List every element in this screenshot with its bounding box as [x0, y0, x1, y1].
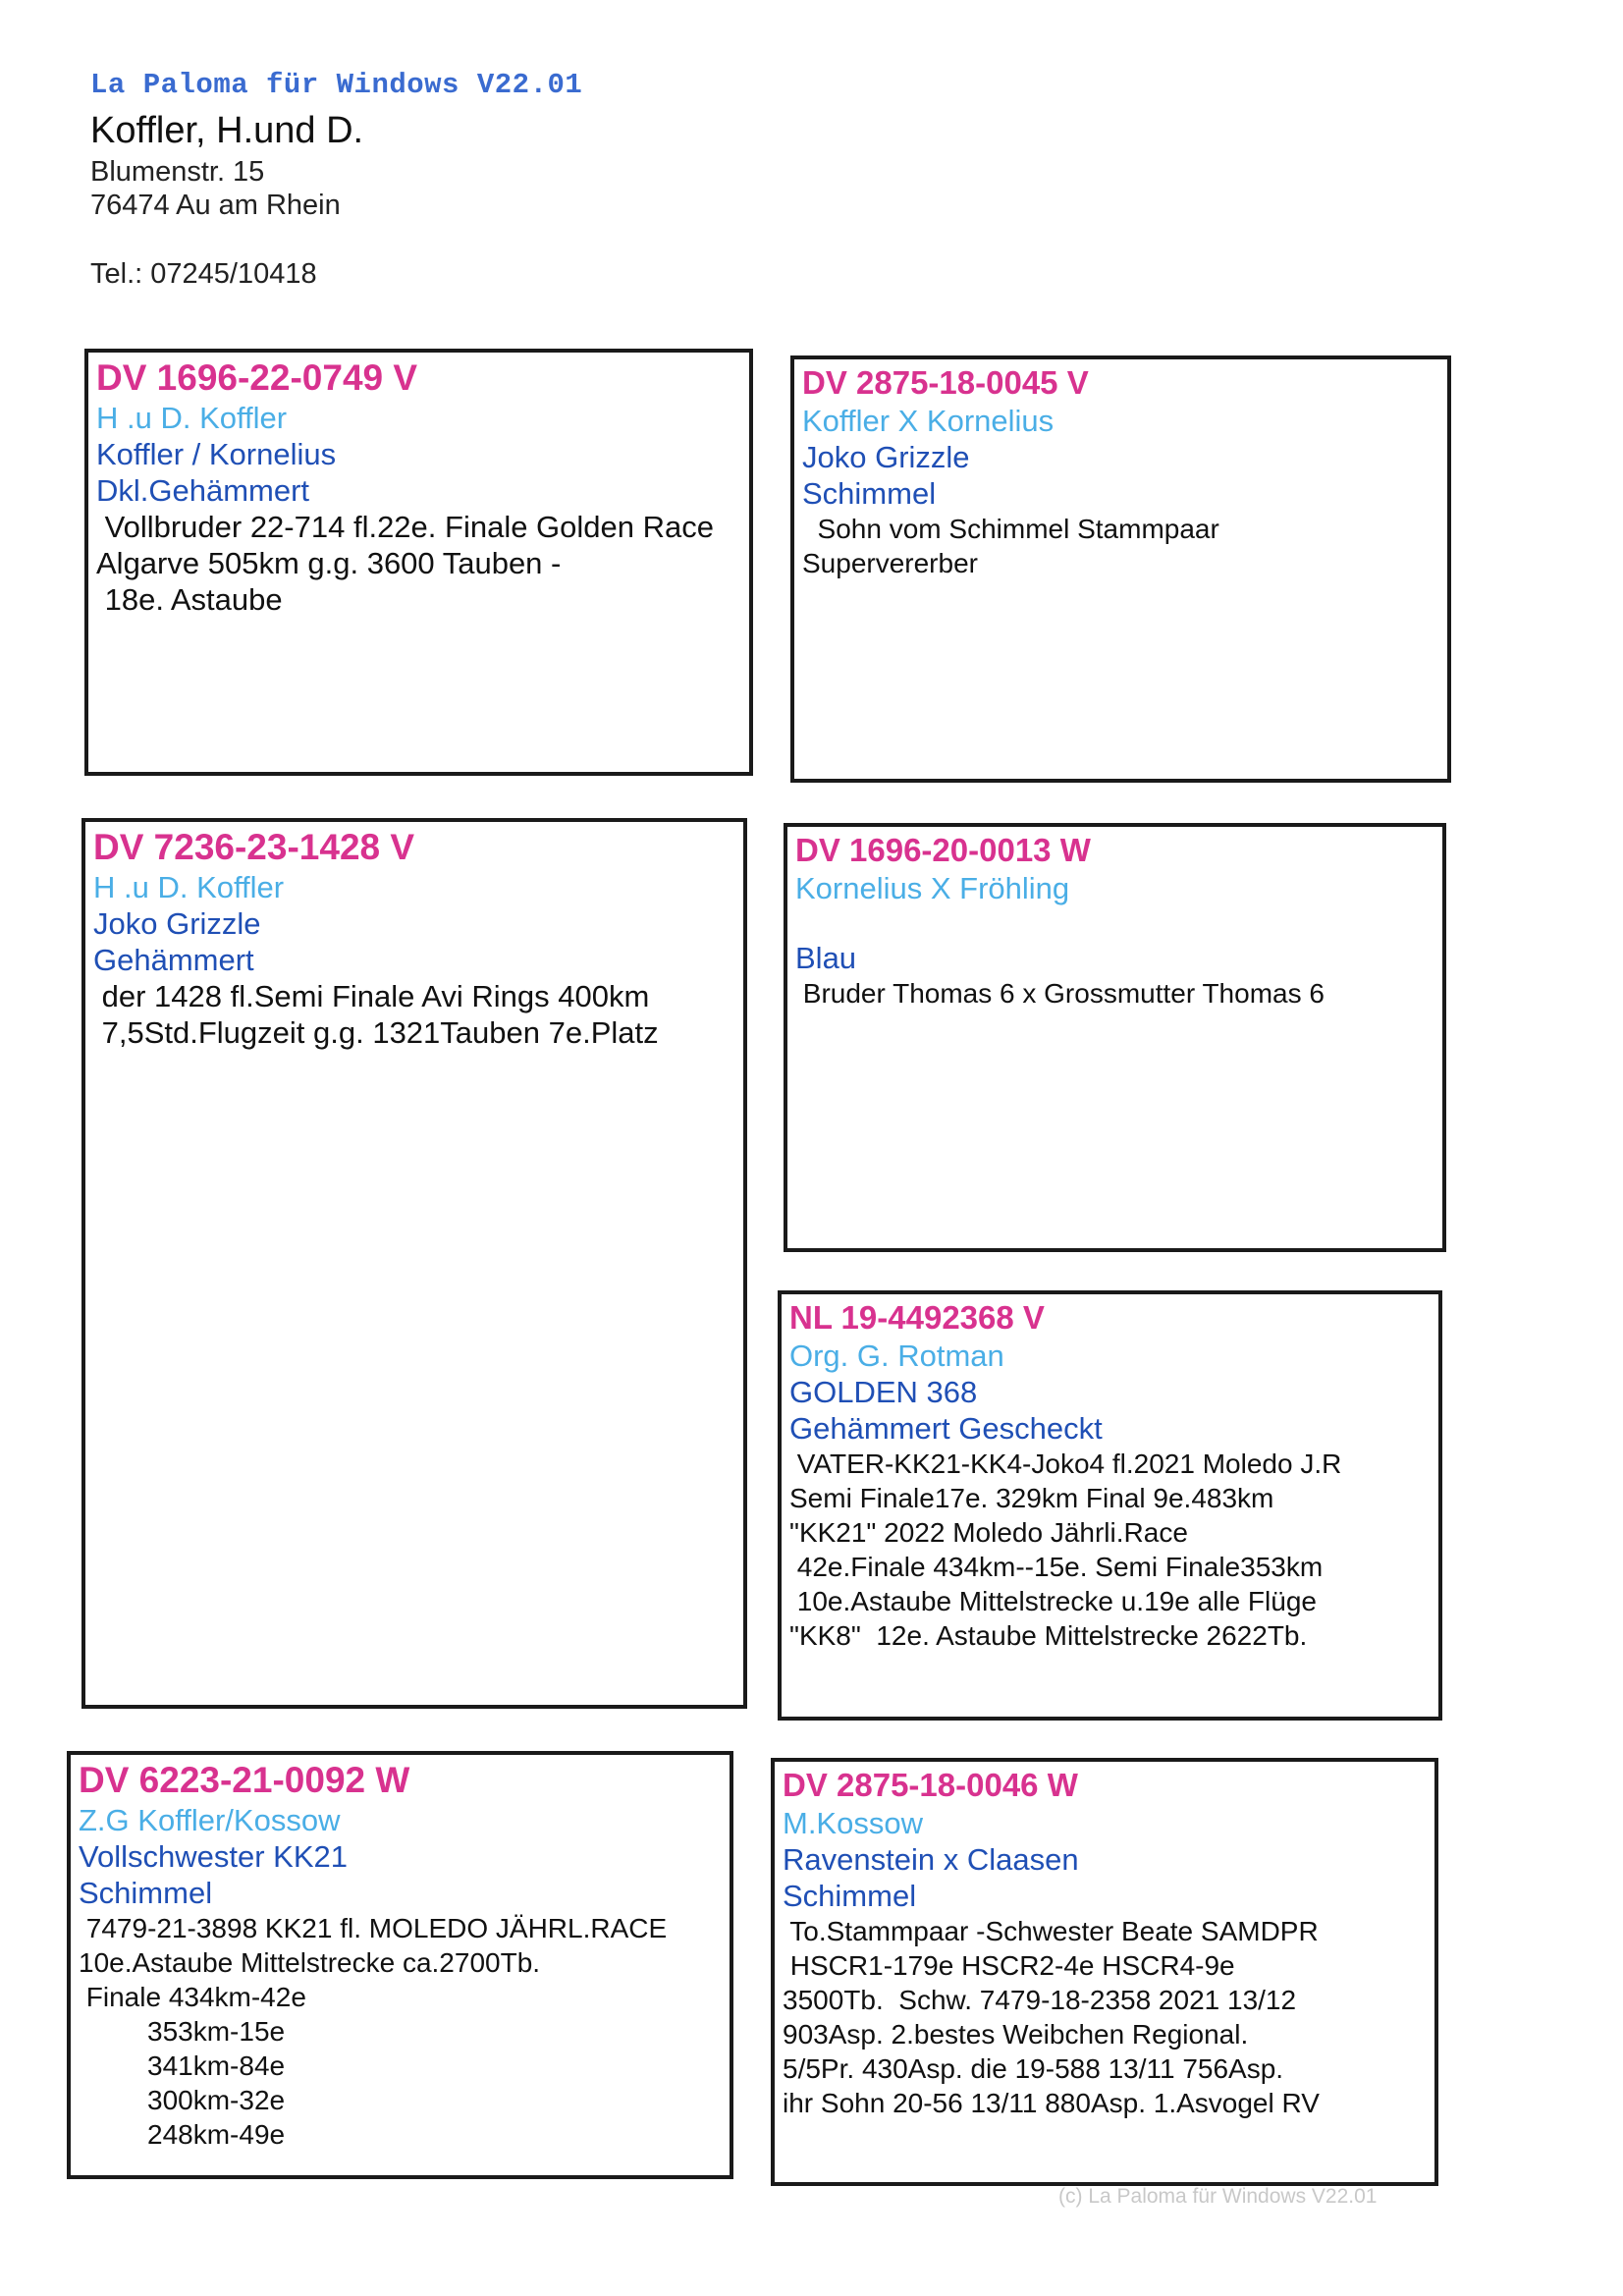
notes: der 1428 fl.Semi Finale Avi Rings 400km 7,5Std.Flugzeit g.g. 1321Tauben 7e.Platz	[101, 979, 659, 1050]
footer-copyright: (c) La Paloma für Windows V22.01	[1058, 2185, 1378, 2208]
notes: Vollbruder 22-714 fl.22e. Finale Golden Race Algarve 505km g.g. 3600 Tauben - 18e. Astaube	[96, 510, 715, 617]
pigeon-card-6	[67, 1751, 733, 2179]
notes: To.Stammpaar -Schwester Beate SAMDPR HSCR1-179e HSCR2-4e HSCR4-9e 3500Tb. Schw. 7479-18-2358 2021 13/12 903Asp. 2.bestes Weibchen Regional. 5/5Pr. 430Asp. die 19-588 13/11 756Asp. ihr Sohn 20-56 13/11 880Asp. 1.Asvogel RV	[783, 1916, 1320, 2118]
color: Schimmel	[802, 476, 937, 511]
strain: GOLDEN 368	[789, 1375, 978, 1409]
pigeon-card-4	[784, 823, 1446, 1252]
color: Schimmel	[79, 1876, 213, 1910]
pigeon-card-7	[771, 1758, 1438, 2186]
color: Schimmel	[783, 1879, 917, 1913]
strain: Vollschwester KK21	[79, 1839, 348, 1874]
ring-number: DV 7236-23-1428 V	[93, 827, 415, 867]
color: Blau	[795, 941, 857, 975]
pigeon-card-5	[778, 1290, 1442, 1721]
notes: Sohn vom Schimmel Stammpaar Supervererber	[802, 514, 1219, 578]
blank-line	[795, 906, 1442, 940]
breeder: Z.G Koffler/Kossow	[79, 1803, 341, 1837]
ring-number: DV 1696-22-0749 V	[96, 357, 418, 398]
breeder: M.Kossow	[783, 1806, 923, 1840]
notes: 7479-21-3898 KK21 fl. MOLEDO JÄHRL.RACE 10e.Astaube Mittelstrecke ca.2700Tb. Finale 434km-42e 353km-15e 341km-84e 300km-32e 248km-49e	[79, 1913, 668, 2150]
breeder: H .u D. Koffler	[96, 401, 288, 435]
ring-number: NL 19-4492368 V	[789, 1299, 1045, 1336]
ring-number: DV 1696-20-0013 W	[795, 832, 1091, 868]
color: Gehämmert Gescheckt	[789, 1411, 1103, 1446]
ring-number: DV 2875-18-0045 V	[802, 364, 1089, 401]
owner-name: Koffler, H.und D.	[90, 110, 364, 151]
ring-number: DV 6223-21-0092 W	[79, 1760, 410, 1800]
owner-street: Blumenstr. 15	[90, 156, 265, 188]
ring-number: DV 2875-18-0046 W	[783, 1767, 1078, 1803]
breeder: Koffler X Kornelius	[802, 404, 1055, 438]
owner-phone: Tel.: 07245/10418	[90, 258, 317, 290]
color: Gehämmert	[93, 943, 254, 977]
breeder: H .u D. Koffler	[93, 870, 285, 904]
color: Dkl.Gehämmert	[96, 473, 310, 508]
breeder: Kornelius X Fröhling	[795, 871, 1070, 905]
pigeon-card-1	[84, 349, 753, 776]
notes: Bruder Thomas 6 x Grossmutter Thomas 6	[795, 978, 1325, 1009]
strain: Joko Grizzle	[93, 906, 261, 941]
notes: VATER-KK21-KK4-Joko4 fl.2021 Moledo J.R Semi Finale17e. 329km Final 9e.483km "KK21" 2022 Moledo Jährli.Race 42e.Finale 434km--15e. Semi Finale353km 10e.Astaube Mittelstrecke u.19e alle Flüge "KK8" 12e. Astaube Mittelstrecke 2622Tb.	[789, 1449, 1342, 1651]
strain: Joko Grizzle	[802, 440, 970, 474]
pigeon-card-2	[790, 355, 1451, 783]
breeder: Org. G. Rotman	[789, 1339, 1004, 1373]
pigeon-card-3	[81, 818, 747, 1709]
strain: Ravenstein x Claasen	[783, 1842, 1079, 1877]
app-title: La Paloma für Windows V22.01	[90, 69, 583, 101]
owner-city: 76474 Au am Rhein	[90, 190, 341, 221]
strain: Koffler / Kornelius	[96, 437, 337, 471]
